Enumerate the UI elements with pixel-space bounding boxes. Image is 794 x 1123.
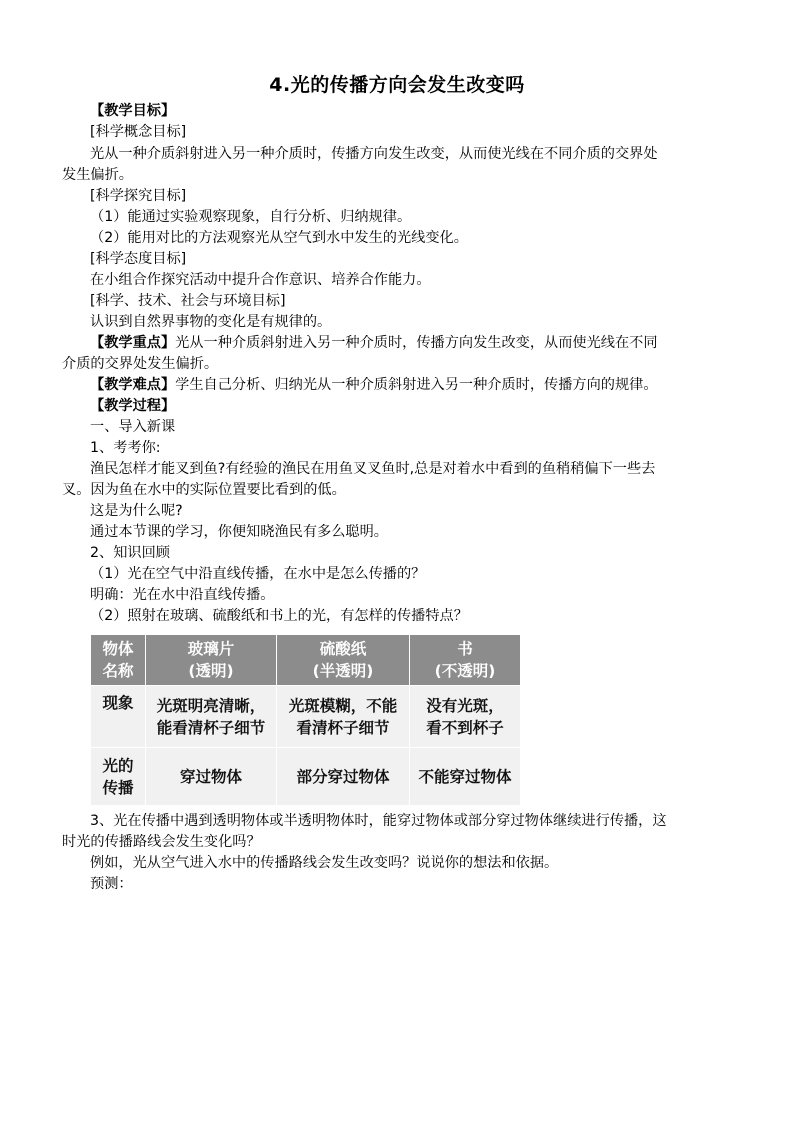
phenomenon-book-line2: 看不到杯子	[426, 718, 504, 737]
phenomenon-paper-line1: 光斑模糊，不能	[288, 696, 398, 715]
phenomenon-glass-line2: 能看清杯子细节	[156, 718, 266, 737]
predict-label: 预测：	[90, 876, 133, 892]
light-transmission-table	[90, 634, 521, 806]
row-label-propagation	[91, 748, 146, 806]
attitude-goal-label: [科学态度目标]	[90, 251, 187, 267]
item-3-line2: 时光的传播路线会发生变化吗？	[62, 834, 261, 850]
table-header-row	[91, 635, 521, 686]
table-row-propagation	[91, 748, 521, 806]
row-label-phenomenon: 现象	[91, 686, 146, 748]
difficulty-label: 【教学难点】	[90, 377, 176, 393]
inquiry-goal-label: [科学探究目标]	[90, 188, 187, 204]
attitude-goal-text: 在小组合作探究活动中提升合作意识、培养合作能力。	[90, 272, 431, 288]
page-title: 4.光的传播方向会发生改变吗	[269, 74, 525, 96]
concept-goal-text-line2: 发生偏折。	[62, 167, 133, 183]
goals-heading: 【教学目标】	[90, 103, 176, 119]
header-glass-line2: (透明)	[188, 662, 234, 680]
fisher-text-line1: 渔民怎样才能叉到鱼?有经验的渔民在用鱼叉叉鱼时,总是对着水中看到的鱼稍稍偏下一些去	[90, 461, 656, 477]
process-item-2: 2、知识回顾	[90, 545, 170, 561]
fisher-text-line2: 叉。因为鱼在水中的实际位置要比看到的低。	[62, 482, 346, 498]
propagation-label-line1: 光的	[102, 756, 134, 775]
header-object-line1: 物体	[102, 640, 134, 658]
header-paper-line1: 硫酸纸	[319, 640, 367, 658]
header-cell-book	[410, 635, 521, 686]
header-book-line1: 书	[457, 640, 473, 658]
why-question: 这是为什么呢?	[90, 503, 183, 519]
difficulty-text: 学生自己分析、归纳光从一种介质斜射进入另一种介质时，传播方向的规律。	[175, 377, 658, 393]
process-item-1: 1、考考你:	[90, 440, 161, 456]
key-point-label: 【教学重点】	[90, 335, 176, 351]
header-paper-line2: (半透明)	[312, 662, 374, 680]
propagation-book: 不能穿过物体	[410, 748, 521, 806]
header-cell-object	[91, 635, 146, 686]
review-answer-1: 明确：光在水中沿直线传播。	[90, 587, 275, 603]
phenomenon-book-line1: 没有光斑，	[426, 696, 504, 715]
phenomenon-glass-line1: 光斑明亮清晰，	[156, 696, 266, 715]
process-heading: 【教学过程】	[90, 398, 176, 414]
key-point-line1	[90, 333, 658, 354]
table-row-phenomenon	[91, 686, 521, 748]
item-3-line1: 3、光在传播中遇到透明物体或半透明物体时，能穿过物体或部分穿过物体继续进行传播，这	[90, 813, 667, 829]
sts-goal-label: [科学、技术、社会与环境目标]	[90, 293, 286, 309]
phenomenon-paper	[277, 686, 410, 748]
concept-goal-label: [科学概念目标]	[90, 124, 187, 140]
key-point-text: 光从一种介质斜射进入另一种介质时，传播方向发生改变，从而使光线在不同	[175, 335, 658, 351]
inquiry-goal-item-1: （1）能通过实验观察现象，自行分析、归纳规律。	[90, 209, 412, 225]
sts-goal-text: 认识到自然界事物的变化是有规律的。	[90, 314, 332, 330]
review-question-2: （2）照射在玻璃、硫酸纸和书上的光，有怎样的传播特点？	[90, 608, 468, 624]
header-book-line2: (不透明)	[434, 662, 496, 680]
phenomenon-paper-line2: 看清杯子细节	[296, 718, 390, 737]
difficulty-line	[90, 375, 658, 396]
key-point-line2: 介质的交界处发生偏折。	[62, 356, 219, 372]
phenomenon-glass	[146, 686, 277, 748]
inquiry-goal-item-2: （2）能用对比的方法观察光从空气到水中发生的光线变化。	[90, 230, 468, 246]
example-text: 例如，光从空气进入水中的传播路线会发生改变吗？说说你的想法和依据。	[90, 855, 559, 871]
header-cell-glass	[146, 635, 277, 686]
concept-goal-text-line1: 光从一种介质斜射进入另一种介质时，传播方向发生改变，从而使光线在不同介质的交界处	[90, 146, 658, 162]
phenomenon-book	[410, 686, 521, 748]
header-cell-paper	[277, 635, 410, 686]
header-object-line2: 名称	[102, 662, 134, 680]
propagation-paper: 部分穿过物体	[277, 748, 410, 806]
propagation-glass: 穿过物体	[146, 748, 277, 806]
header-glass-line1: 玻璃片	[187, 640, 235, 658]
intro-text: 通过本节课的学习，你便知晓渔民有多么聪明。	[90, 524, 388, 540]
process-part-1: 一、导入新课	[90, 419, 176, 435]
review-question-1: （1）光在空气中沿直线传播，在水中是怎么传播的？	[90, 566, 426, 582]
propagation-label-line2: 传播	[102, 778, 134, 797]
